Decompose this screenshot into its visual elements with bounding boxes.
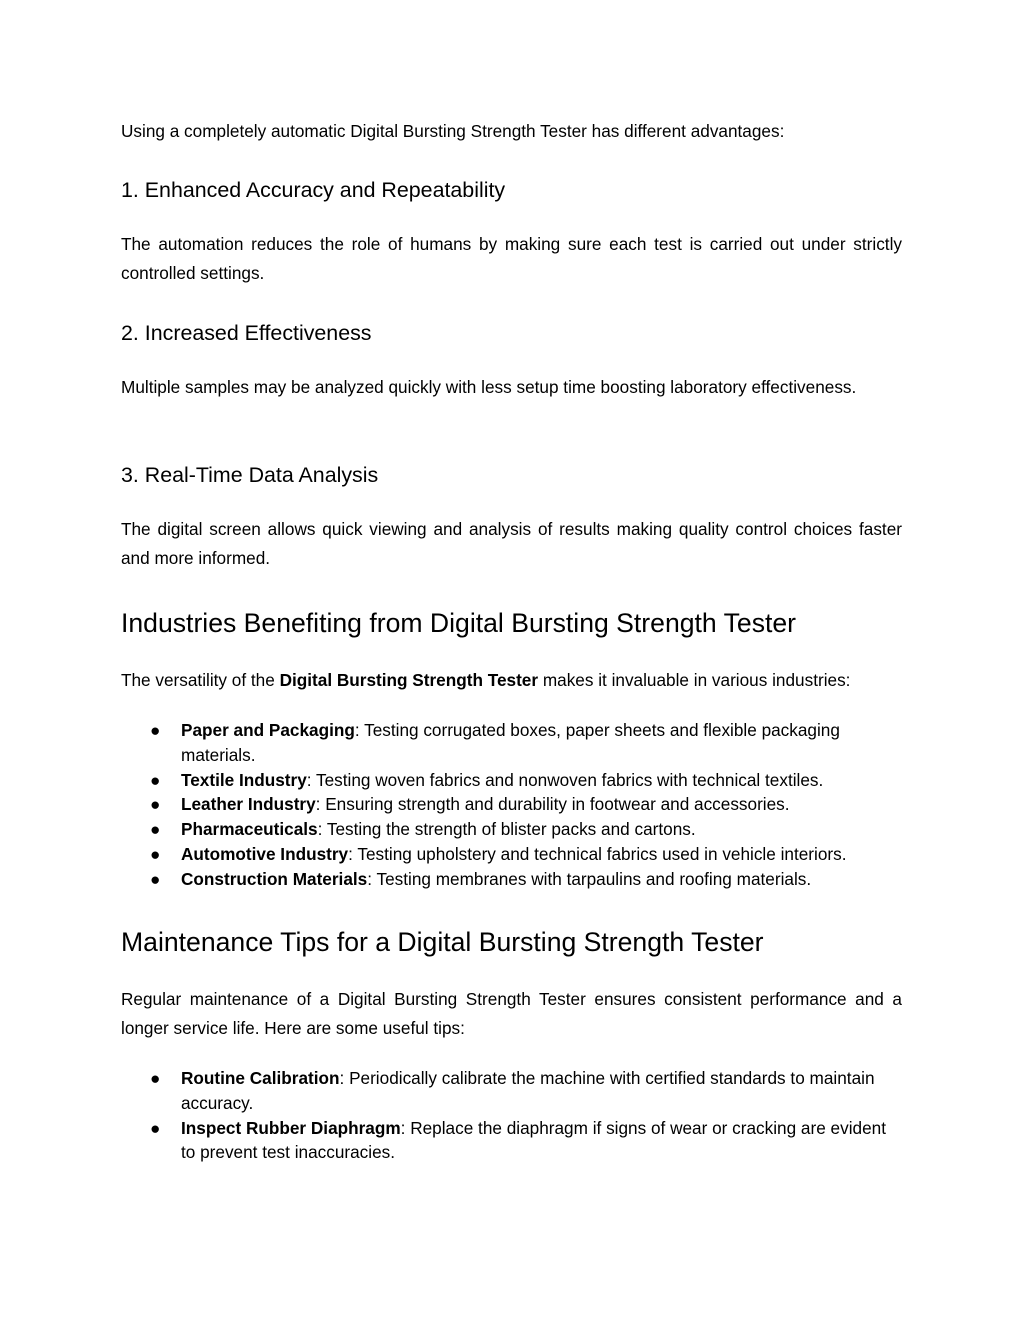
list-item [150,792,901,817]
list-item-desc: : Testing membranes with tarpaulins and roofing materials. [367,868,812,889]
maintenance-heading: Maintenance Tips for a Digital Bursting Strength Tester [121,927,764,957]
industries-intro-before: The versatility of the [121,670,280,690]
industries-intro-after: makes it invaluable in various industries: [538,670,851,690]
list-item-term: Textile Industry [181,769,307,790]
list-item-term: Leather Industry [181,794,316,815]
bullet-icon: ● [150,1117,161,1138]
list-item-term: Routine Calibration [181,1068,340,1088]
industries-intro [121,666,902,695]
industries-list [150,718,901,892]
list-item-desc: : Ensuring strength and durability in footwear and accessories. [315,794,790,815]
list-item-term: Inspect Rubber Diaphragm [181,1117,401,1138]
list-item-desc: : Testing woven fabrics and nonwoven fabrics with technical textiles. [306,769,824,790]
advantage-text-1: The automation reduces the role of humans by making sure each test is carried out under strictly controlled settings. [121,234,902,283]
bullet-icon: ● [150,819,161,840]
list-item [150,867,901,892]
list-item-desc: : Testing upholstery and technical fabrics used in vehicle interiors. [348,843,847,864]
list-item [150,1066,901,1116]
bullet-icon: ● [150,794,161,815]
list-item-desc: : Testing corrugated boxes, paper sheets and flexible packaging materials. [181,720,840,765]
intro-paragraph: Using a completely automatic Digital Bursting Strength Tester has different advantages: [121,121,785,141]
list-item [150,718,901,768]
list-item-desc: : Replace the diaphragm if signs of wear or cracking are evident to prevent test inaccuracies. [181,1117,886,1163]
list-item [150,817,901,842]
bullet-icon: ● [150,769,161,790]
bullet-icon: ● [150,843,161,864]
advantage-heading-3: 3. Real-Time Data Analysis [121,463,379,487]
maintenance-intro: Regular maintenance of a Digital Bursting Strength Tester ensures consistent performance and a longer service life. Here are some useful tips: [121,989,902,1038]
bullet-icon: ● [150,1068,161,1088]
maintenance-list [150,1066,901,1165]
list-item-term: Automotive Industry [181,843,349,864]
industries-heading: Industries Benefiting from Digital Bursting Strength Tester [121,608,797,638]
advantage-text-3: The digital screen allows quick viewing and analysis of results making quality control choices faster and more informed. [121,519,902,568]
list-item [150,842,901,867]
bullet-icon: ● [150,868,161,889]
list-item-desc: : Periodically calibrate the machine with certified standards to maintain accuracy. [181,1068,875,1113]
advantage-text-2: Multiple samples may be analyzed quickly with less setup time boosting laboratory effectiveness. [121,377,857,397]
bullet-icon: ● [150,720,161,740]
industries-intro-bold: Digital Bursting Strength Tester [279,670,539,690]
list-item-desc: : Testing the strength of blister packs and cartons. [317,819,696,840]
advantage-heading-1: 1. Enhanced Accuracy and Repeatability [121,178,506,202]
list-item [150,768,901,793]
advantage-heading-2: 2. Increased Effectiveness [121,321,372,345]
list-item-term: Construction Materials [181,868,368,889]
list-item [150,1116,901,1166]
list-item-term: Paper and Packaging [181,720,355,740]
list-item-term: Pharmaceuticals [181,819,318,840]
